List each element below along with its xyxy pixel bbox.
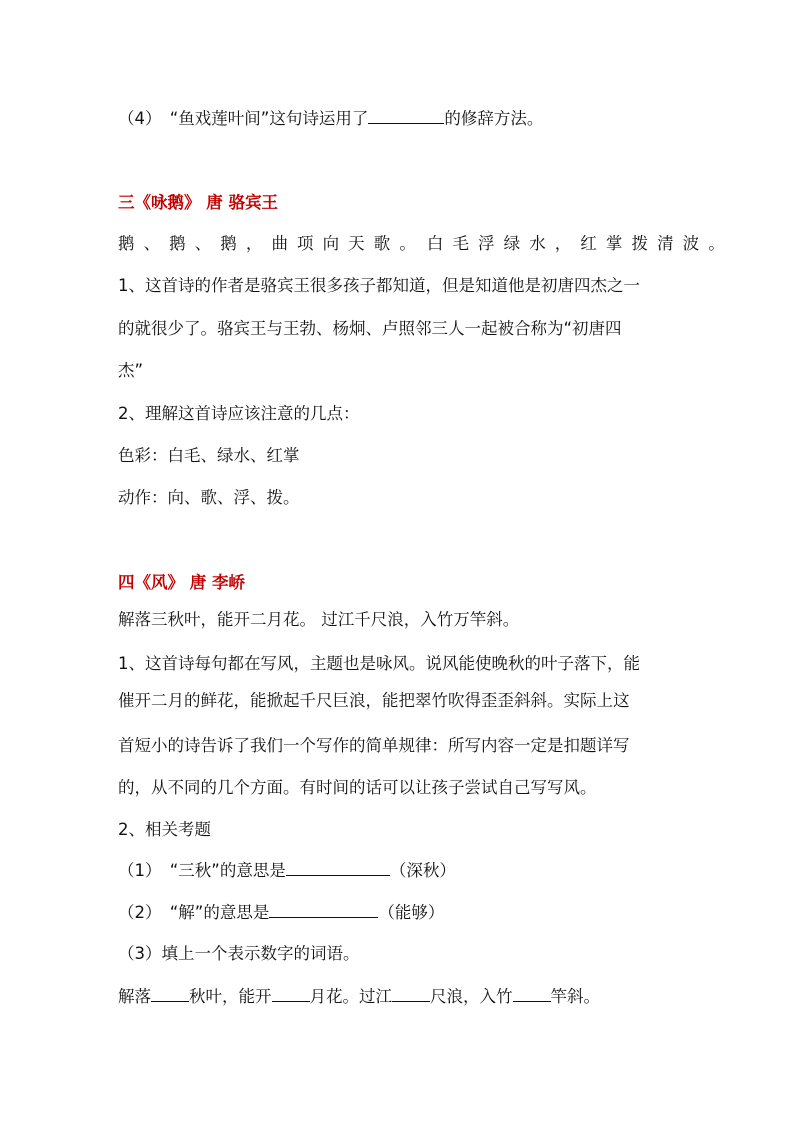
paragraph-line: 1、这首诗的作者是骆宾王很多孩子都知道，但是知道他是初唐四杰之一 [118,276,640,295]
section-4-heading: 四《风》 唐 李峤 [118,573,245,592]
action-notes: 动作：向、歌、浮、拨。 [118,488,300,507]
paragraph-line: 的就很少了。骆宾王与王勃、杨炯、卢照邻三人一起被合称为“初唐四 [118,319,622,338]
fill-text: 秋叶，能开 [189,987,272,1006]
fill-text: 解落 [118,987,151,1006]
paragraph-line: 杰” [118,361,144,380]
answer-blank [513,985,551,1002]
question-text: （4） “鱼戏莲叶间”这句诗运用了 [118,109,369,128]
paragraph-line: 2、理解这首诗应该注意的几点： [118,404,360,423]
fill-text: 尺浪，入竹 [430,987,513,1006]
question-2-jie [118,901,444,924]
question-text: （1） “三秋”的意思是 [118,861,286,880]
paragraph-line: 2、相关考题 [118,820,211,839]
answer-blank [286,859,390,876]
question-text-end: 的修辞方法。 [444,109,544,128]
question-text: （2） “解”的意思是 [118,903,270,922]
fill-text: 竿斜。 [550,987,600,1006]
question-1-sanqiu [118,859,456,882]
answer-hint: （深秋） [389,861,456,880]
paragraph-line: 催开二月的鲜花，能掀起千尺巨浪，能把翠竹吹得歪歪斜斜。实际上这 [118,691,630,710]
answer-blank [368,107,444,124]
poem-yong-e [118,233,734,255]
paragraph-line: 首短小的诗告诉了我们一个写作的简单规律：所写内容一定是扣题详写 [118,736,630,755]
section-3-heading: 三《咏鹅》 唐 骆宾王 [118,193,278,212]
poem-feng: 解落三秋叶，能开二月花。 过江千尺浪，入竹万竿斜。 [118,610,520,629]
poem-line-1: 鹅、鹅、鹅，曲项向天歌。 [118,234,425,253]
poem-line-2: 白毛浮绿水，红掌拨清波。 [426,234,734,253]
paragraph-line: 1、这首诗每句都在写风，主题也是咏风。说风能使晚秋的叶子落下，能 [118,654,640,673]
paragraph-line: 的，从不同的几个方面。有时间的话可以让孩子尝试自己写写风。 [118,778,597,797]
fill-in-number-words [118,985,600,1008]
answer-hint: （能够） [378,903,445,922]
question-3-instruction: （3）填上一个表示数字的词语。 [118,944,360,963]
answer-blank [269,901,378,918]
question-4-figure-of-speech [118,107,543,130]
color-notes: 色彩：白毛、绿水、红掌 [118,446,300,465]
fill-text: 月花。过江 [309,987,392,1006]
answer-blank [272,985,310,1002]
answer-blank [392,985,430,1002]
answer-blank [151,985,189,1002]
